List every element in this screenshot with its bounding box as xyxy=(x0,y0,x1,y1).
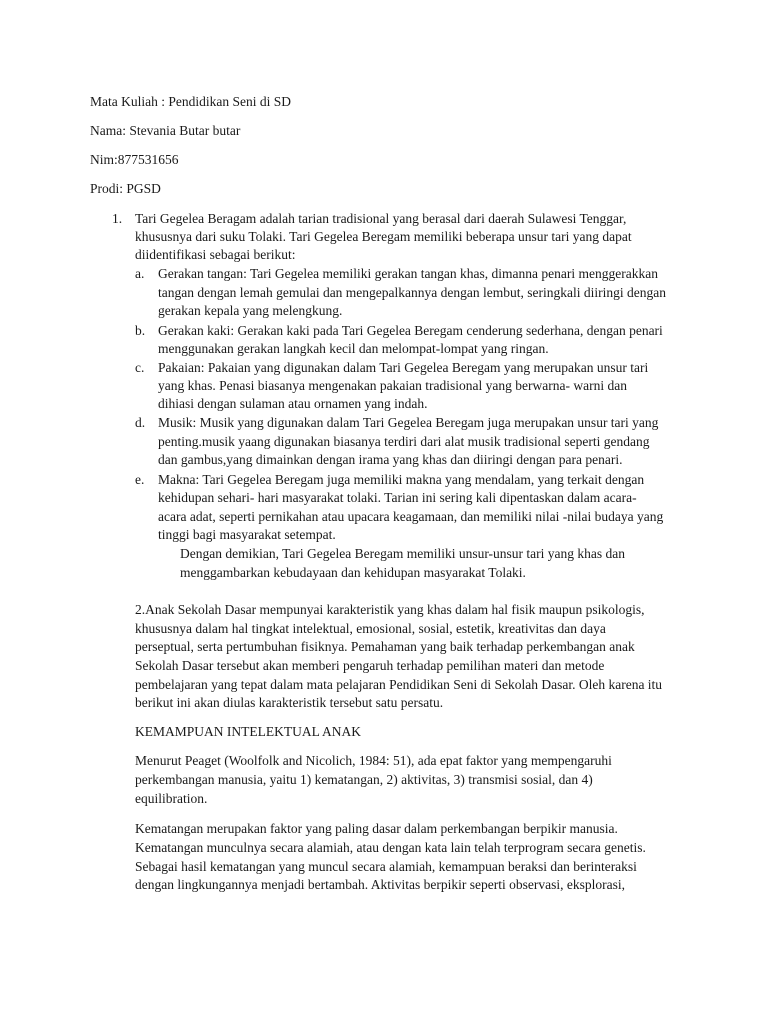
section-heading: KEMAMPUAN INTELEKTUAL ANAK xyxy=(135,724,361,739)
student-name-line: Nama: Stevania Butar butar xyxy=(90,123,241,138)
conclusion-line: menggambarkan kebudayaan dan kehidupan masyarakat Tolaki. xyxy=(180,565,526,580)
paragraph-line: perkembangan manusia, yaitu 1) kematangan, 2) aktivitas, 3) transmisi sosial, dan 4) xyxy=(135,772,593,787)
list-item-line: kehidupan sehari- hari masyarakat tolaki. Tarian ini sering kali dipentaskan dalam acara- xyxy=(158,490,637,505)
question-2-line: berikut ini akan diulas karakteristik tersebut satu persatu. xyxy=(135,695,444,710)
list-item-marker: e. xyxy=(135,472,145,487)
paragraph-line: dengan lingkungannya menjadi bertambah. Aktivitas berpikir seperti observasi, eksplorasi, xyxy=(135,877,626,892)
list-item-marker: d. xyxy=(135,415,146,430)
nim-line: Nim:877531656 xyxy=(90,152,179,167)
paragraph-line: Menurut Peaget (Woolfolk and Nicolich, 1984: 51), ada epat faktor yang mempengaruhi xyxy=(135,753,612,768)
list-item-line: Gerakan kaki: Gerakan kaki pada Tari Gegelea Beregam cenderung sederhana, dengan penari xyxy=(158,323,663,338)
conclusion-line: Dengan demikian, Tari Gegelea Beregam memiliki unsur-unsur tari yang khas dan xyxy=(180,546,626,561)
course-line: Mata Kuliah : Pendidikan Seni di SD xyxy=(90,94,291,109)
list-item-line: tangan dengan lemah gemulai dan mengepalkannya dengan lembut, seringkali diiringi dengan xyxy=(158,285,666,300)
list-item-line: Makna: Tari Gegelea Beregam juga memiliki makna yang mendalam, yang terkait dengan xyxy=(158,472,645,487)
question-2-line: 2.Anak Sekolah Dasar mempunyai karakteristik yang khas dalam hal fisik maupun psikologis, xyxy=(135,602,645,617)
question-2-line: perseptual, serta pertumbuhan fisiknya. Pemahaman yang baik terhadap perkembangan anak xyxy=(135,639,635,654)
paragraph-line: Kematangan munculnya secara alamiah, atau dengan kata lain telah terprogram secara genetis. xyxy=(135,840,646,855)
question-1-intro-line: Tari Gegelea Beragam adalah tarian tradisional yang berasal dari daerah Sulawesi Tenggar, xyxy=(135,211,627,226)
question-1-number: 1. xyxy=(112,211,123,226)
prodi-line: Prodi: PGSD xyxy=(90,181,161,196)
list-item-marker: c. xyxy=(135,360,145,375)
paragraph-line: Sebagai hasil kematangan yang muncul secara alamiah, kemampuan beraksi dan berinteraksi xyxy=(135,859,637,874)
list-item-line: yang khas. Penasi biasanya mengenakan pakaian tradisional yang berwarna- warni dan xyxy=(158,378,627,393)
paragraph-line: equilibration. xyxy=(135,791,208,806)
list-item-line: tinggi bagi masyarakat setempat. xyxy=(158,527,336,542)
question-1-intro-line: diidentifikasi sebagai berikut: xyxy=(135,247,296,262)
list-item-line: dihiasi dengan sulaman atau ornamen yang indah. xyxy=(158,396,428,411)
list-item-marker: b. xyxy=(135,323,146,338)
list-item-line: Pakaian: Pakaian yang digunakan dalam Tari Gegelea Beregam yang merupakan unsur tari xyxy=(158,360,649,375)
list-item-line: penting.musik yaang digunakan biasanya terdiri dari alat musik tradisional seperti gendang xyxy=(158,434,650,449)
question-2-line: Sekolah Dasar tersebut akan memberi pengaruh terhadap pemilihan materi dan metode xyxy=(135,658,605,673)
question-1-intro-line: khususnya dari suku Tolaki. Tari Gegelea Beregam memiliki beberapa unsur tari yang dapat xyxy=(135,229,632,244)
question-2-line: pembelajaran yang tepat dalam mata pelajaran Pendidikan Seni di Sekolah Dasar. Oleh karena itu xyxy=(135,677,663,692)
list-item-line: gerakan kepala yang melengkung. xyxy=(158,303,343,318)
list-item-line: Musik: Musik yang digunakan dalam Tari Gegelea Beregam juga merupakan unsur tari yang xyxy=(158,415,659,430)
list-item-line: acara adat, seperti pernikahan atau upacara keagamaan, dan memiliki nilai -nilai budaya yang xyxy=(158,509,664,524)
list-item-line: Gerakan tangan: Tari Gegelea memiliki gerakan tangan khas, dimanna penari menggerakkan xyxy=(158,266,658,281)
list-item-marker: a. xyxy=(135,266,145,281)
question-2-line: khususnya dalam hal tingkat intelektual, emosional, sosial, estetik, kreativitas dan daya xyxy=(135,621,606,636)
list-item-line: menggunakan gerakan langkah kecil dan melompat-lompat yang ringan. xyxy=(158,341,549,356)
list-item-line: dan gambus,yang dimainkan dengan irama yang khas dan diiringi dengan para penari. xyxy=(158,452,623,467)
paragraph-line: Kematangan merupakan faktor yang paling dasar dalam perkembangan berpikir manusia. xyxy=(135,821,618,836)
